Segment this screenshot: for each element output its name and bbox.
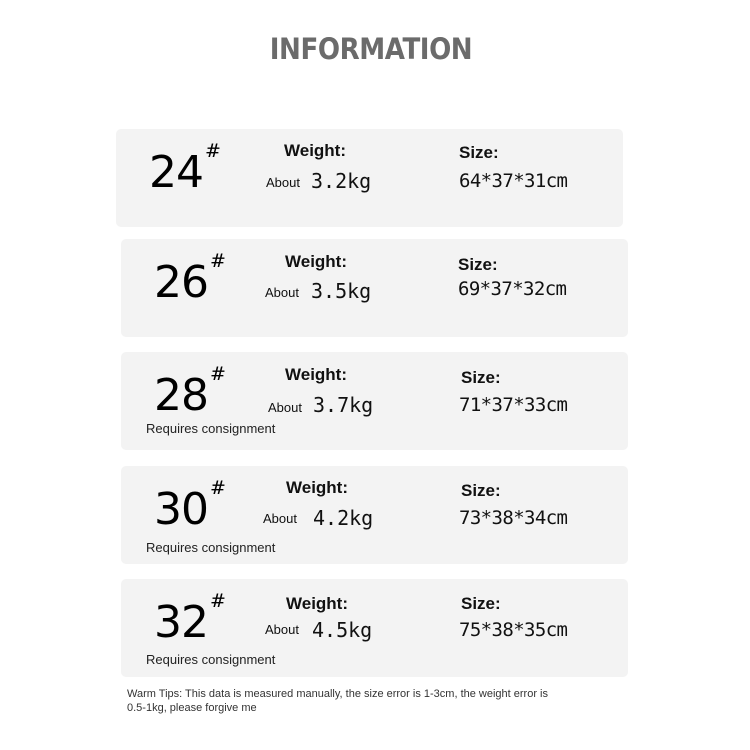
weight-label: Weight: — [286, 478, 349, 497]
weight-value: 3.5kg — [311, 279, 372, 303]
about-label: About — [265, 285, 299, 300]
model-number: 24 — [149, 147, 203, 198]
model-number: 30 — [154, 484, 208, 535]
model-number: 32 — [154, 597, 208, 648]
size-label: Size: — [461, 594, 501, 613]
size-value: 71*37*33cm — [459, 394, 568, 416]
hash-mark: # — [210, 590, 226, 612]
spec-card-28 — [121, 352, 628, 450]
consignment-note: Requires consignment — [146, 652, 276, 667]
size-label: Size: — [459, 143, 499, 162]
size-value: 69*37*32cm — [458, 278, 567, 300]
spec-card-32 — [121, 579, 628, 677]
spec-card-26 — [121, 239, 628, 337]
weight-label: Weight: — [285, 252, 348, 271]
page-title: INFORMATION — [269, 32, 473, 66]
size-value: 73*38*34cm — [459, 507, 568, 529]
about-label: About — [266, 175, 300, 190]
size-value: 75*38*35cm — [459, 619, 568, 641]
hash-mark: # — [205, 140, 221, 162]
consignment-note: Requires consignment — [146, 540, 276, 555]
size-label: Size: — [458, 255, 498, 274]
about-label: About — [263, 511, 297, 526]
weight-label: Weight: — [285, 365, 348, 384]
hash-mark: # — [210, 250, 226, 272]
weight-label: Weight: — [286, 594, 349, 613]
weight-value: 3.7kg — [313, 393, 374, 417]
model-number: 26 — [154, 257, 208, 308]
warm-tips: Warm Tips: This data is measured manually, the size error is 1-3cm, the weight error is 0.5-1kg, please forgive me — [127, 688, 548, 714]
hash-mark: # — [210, 477, 226, 499]
size-label: Size: — [461, 368, 501, 387]
about-label: About — [268, 400, 302, 415]
size-value: 64*37*31cm — [459, 170, 568, 192]
consignment-note: Requires consignment — [146, 421, 276, 436]
model-number: 28 — [154, 370, 208, 421]
weight-value: 4.5kg — [312, 618, 373, 642]
weight-value: 3.2kg — [311, 169, 372, 193]
weight-label: Weight: — [284, 141, 347, 160]
about-label: About — [265, 622, 299, 637]
size-label: Size: — [461, 481, 501, 500]
spec-card-24 — [116, 129, 623, 227]
hash-mark: # — [210, 363, 226, 385]
spec-card-30 — [121, 466, 628, 564]
weight-value: 4.2kg — [313, 506, 374, 530]
